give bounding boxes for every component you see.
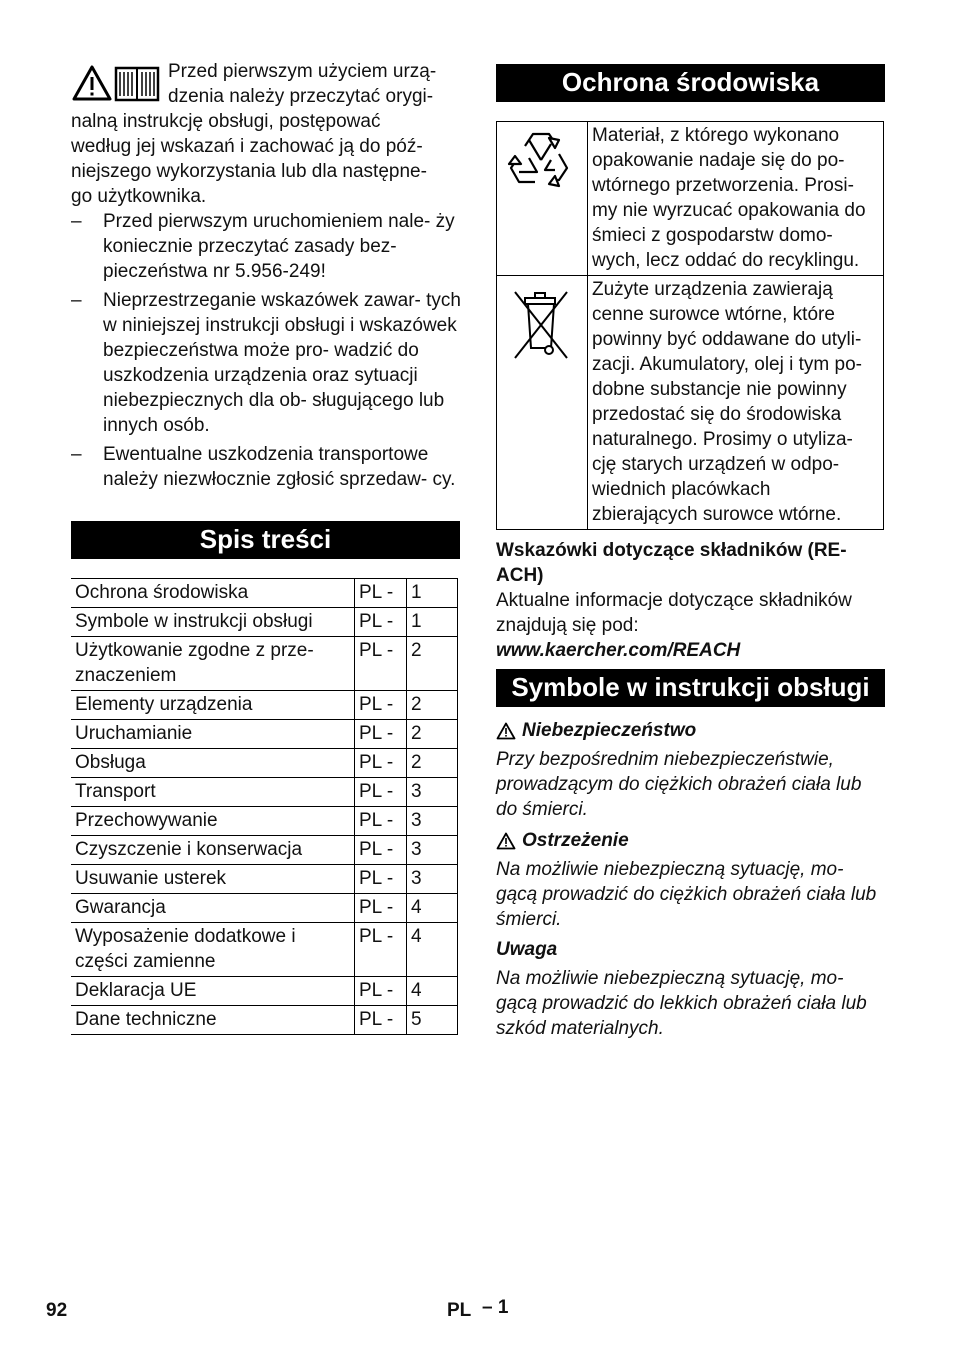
toc-lang: PL - bbox=[355, 1006, 407, 1035]
toc-table bbox=[71, 578, 458, 1035]
toc-title: Symbole w instrukcji obsługi bbox=[71, 608, 355, 637]
symbols-heading: Symbole w instrukcji obsługi bbox=[496, 669, 885, 707]
toc-lang: PL - bbox=[355, 720, 407, 749]
recycling-text: Materiał, z którego wykonano opakowanie nadaje się do po- wtórnego przetworzenia. Prosi- my nie wyrzucać opakowania do śmieci z gospodarstw domo- wych, lecz oddać do recyklingu. bbox=[588, 122, 884, 276]
toc-page: 1 bbox=[407, 579, 458, 608]
toc-row[interactable] bbox=[71, 923, 458, 977]
toc-lang: PL - bbox=[355, 894, 407, 923]
intro-line-6: go użytkownika. bbox=[71, 186, 207, 207]
note-item: – Nieprzestrzeganie wskazówek zawar- tych w niniejszej instrukcji obsługi i wskazówek bezpieczeństwa może pro- wadzić do uszkodzenia urządzenia oraz sytuacji niebezpiecznych dla ob- sługującego lub innych osób. bbox=[71, 288, 461, 438]
intro-line-5: niejszego wykorzystania lub dla następne- bbox=[71, 161, 427, 182]
intro-icons bbox=[72, 64, 162, 104]
intro-line-1: Przed pierwszym użyciem urzą- bbox=[168, 61, 437, 82]
toc-lang: PL - bbox=[355, 608, 407, 637]
toc-title: Czyszczenie i konserwacja bbox=[71, 836, 355, 865]
toc-title: Elementy urządzenia bbox=[71, 691, 355, 720]
crossed-bin-icon bbox=[497, 276, 587, 376]
toc-lang: PL - bbox=[355, 865, 407, 894]
caution-label: Uwaga bbox=[496, 939, 558, 960]
toc-page: 2 bbox=[407, 720, 458, 749]
toc-lang: PL - bbox=[355, 923, 407, 977]
footer-lang: PL bbox=[447, 1300, 472, 1321]
reach-text: Aktualne informacje dotyczące składników znajdują się pod: bbox=[496, 590, 852, 636]
danger-label: Niebezpieczeństwo bbox=[522, 720, 697, 741]
toc-lang: PL - bbox=[355, 836, 407, 865]
danger-label-row bbox=[496, 718, 885, 743]
warning-label-row bbox=[496, 828, 885, 853]
toc-row[interactable] bbox=[71, 637, 458, 691]
toc-row[interactable] bbox=[71, 608, 458, 637]
toc-row[interactable] bbox=[71, 807, 458, 836]
toc-page: 2 bbox=[407, 749, 458, 778]
crossed-bin-icon-cell bbox=[497, 276, 588, 530]
toc-page: 4 bbox=[407, 923, 458, 977]
bin-text: Zużyte urządzenia zawierają cenne surowce wtórne, które powinny być oddawane do utyli- zacji. Akumulatory, olej i tym po- dobne substancje nie powinny przedostać się do środowiska naturalnego. Prosimy o utyliza- cję starych urządzeń w odpo- wiednich placówkach zbierających surowce wtórne. bbox=[588, 276, 884, 530]
toc-page: 5 bbox=[407, 1006, 458, 1035]
reach-title: Wskazówki dotyczące składników (RE- ACH) bbox=[496, 540, 847, 586]
warning-triangle-icon bbox=[496, 722, 516, 740]
toc-row[interactable] bbox=[71, 836, 458, 865]
toc-title: Wyposażenie dodatkowe i części zamienne bbox=[71, 923, 355, 977]
toc-page: 3 bbox=[407, 836, 458, 865]
toc-row[interactable] bbox=[71, 691, 458, 720]
note-item: – Ewentualne uszkodzenia transportowe należy niezwłocznie zgłosić sprzedaw- cy. bbox=[71, 442, 461, 492]
environment-row bbox=[497, 276, 884, 530]
note-item: – Przed pierwszym uruchomieniem nale- ży koniecznie przeczytać zasady bez- pieczeństwa nr 5.956-249! bbox=[71, 209, 461, 284]
toc-title: Dane techniczne bbox=[71, 1006, 355, 1035]
toc-title: Transport bbox=[71, 778, 355, 807]
toc-lang: PL - bbox=[355, 807, 407, 836]
recycling-icon-cell bbox=[497, 122, 588, 276]
toc-page: 3 bbox=[407, 778, 458, 807]
toc-lang: PL - bbox=[355, 749, 407, 778]
page-number: 92 bbox=[46, 1300, 68, 1321]
toc-row[interactable] bbox=[71, 894, 458, 923]
toc-lang: PL - bbox=[355, 579, 407, 608]
safety-notes-list bbox=[71, 209, 461, 494]
reach-link[interactable]: www.kaercher.com/REACH bbox=[496, 640, 741, 661]
toc-lang: PL - bbox=[355, 691, 407, 720]
toc-title: Gwarancja bbox=[71, 894, 355, 923]
intro-line-2: dzenia należy przeczytać orygi- bbox=[168, 86, 434, 107]
warning-triangle-icon bbox=[72, 64, 164, 104]
toc-title: Użytkowanie zgodne z prze- znaczeniem bbox=[71, 637, 355, 691]
toc-row[interactable] bbox=[71, 749, 458, 778]
toc-page: 3 bbox=[407, 865, 458, 894]
toc-title: Deklaracja UE bbox=[71, 977, 355, 1006]
toc-heading: Spis treści bbox=[71, 521, 460, 559]
toc-row[interactable] bbox=[71, 579, 458, 608]
environment-row bbox=[497, 122, 884, 276]
toc-page: 3 bbox=[407, 807, 458, 836]
recycling-icon bbox=[497, 122, 587, 202]
toc-lang: PL - bbox=[355, 977, 407, 1006]
toc-page: 2 bbox=[407, 637, 458, 691]
toc-lang: PL - bbox=[355, 637, 407, 691]
warning-triangle-icon bbox=[496, 832, 516, 850]
toc-title: Obsługa bbox=[71, 749, 355, 778]
danger-text: Przy bezpośrednim niebezpieczeństwie, prowadzącym do ciężkich obrażeń ciała lub do śmierci. bbox=[496, 749, 862, 820]
toc-title: Uruchamianie bbox=[71, 720, 355, 749]
toc-row[interactable] bbox=[71, 865, 458, 894]
toc-row[interactable] bbox=[71, 720, 458, 749]
toc-row[interactable] bbox=[71, 977, 458, 1006]
environment-table bbox=[496, 121, 884, 530]
toc-title: Przechowywanie bbox=[71, 807, 355, 836]
toc-lang: PL - bbox=[355, 778, 407, 807]
intro-line-4: według jej wskazań i zachować ją do póź- bbox=[71, 136, 423, 157]
toc-page: 4 bbox=[407, 894, 458, 923]
toc-title: Ochrona środowiska bbox=[71, 579, 355, 608]
caution-text: Na możliwie niebezpieczną sytuację, mo- gącą prowadzić do lekkich obrażeń ciała lub szkód materialnych. bbox=[496, 968, 867, 1039]
toc-page: 2 bbox=[407, 691, 458, 720]
toc-title: Usuwanie usterek bbox=[71, 865, 355, 894]
environment-heading: Ochrona środowiska bbox=[496, 64, 885, 102]
toc-row[interactable] bbox=[71, 1006, 458, 1035]
warning-text: Na możliwie niebezpieczną sytuację, mo- gącą prowadzić do ciężkich obrażeń ciała lub śmierci. bbox=[496, 859, 877, 930]
intro-line-3: nalną instrukcję obsługi, postępować bbox=[71, 111, 381, 132]
toc-row[interactable] bbox=[71, 778, 458, 807]
footer-page-label: – 1 bbox=[482, 1297, 509, 1318]
warning-label: Ostrzeżenie bbox=[522, 830, 629, 851]
manual-book-icon bbox=[116, 68, 158, 100]
toc-page: 1 bbox=[407, 608, 458, 637]
toc-page: 4 bbox=[407, 977, 458, 1006]
